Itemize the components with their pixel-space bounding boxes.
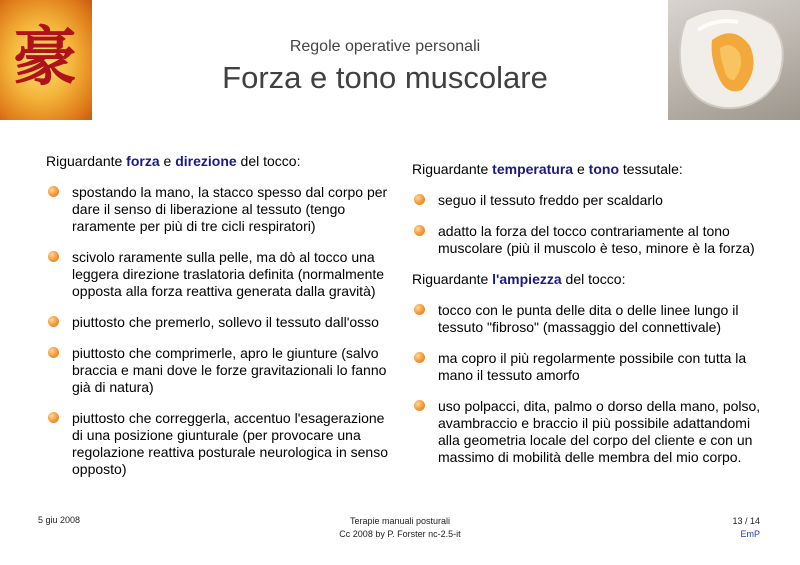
bullet-icon (48, 186, 59, 197)
right-column (412, 161, 772, 480)
list-item: adatto la forza del tocco contrariamente al tono muscolare (più il muscolo è teso, minore è la forza) (412, 223, 772, 257)
footer-license: Cc 2008 by P. Forster nc-2.5-it (339, 529, 461, 539)
left-list (46, 184, 396, 478)
footer-page-info (700, 515, 760, 541)
bullet-icon (48, 316, 59, 327)
footer-date: 5 giu 2008 (38, 515, 81, 525)
photo-illustration (668, 0, 800, 120)
left-heading: Riguardante forza e direzione del tocco: (46, 153, 301, 169)
bullet-icon (414, 352, 425, 363)
calligraphy-logo (0, 0, 92, 120)
page-title: Forza e tono muscolare (222, 60, 548, 95)
list-item: scivolo raramente sulla pelle, ma dò al tocco una leggera direzione traslatoria definita (normalmente opposta alla forza reattiva generata dalla gravità) (46, 249, 396, 300)
list-item: seguo il tessuto freddo per scaldarlo (412, 192, 772, 209)
left-column (46, 153, 396, 492)
bullet-icon (414, 400, 425, 411)
amber-stone-photo (668, 0, 800, 120)
bullet-icon (48, 251, 59, 262)
right-heading-amplitude: Riguardante l'ampiezza del tocco: (412, 271, 626, 287)
bullet-icon (414, 304, 425, 315)
list-item: piuttosto che comprimerle, apro le giunture (salvo braccia e mani dove le forze gravitazionali lo fanno già di natura) (46, 345, 396, 396)
right-list-temperature (412, 192, 772, 257)
list-item: ma copro il più regolarmente possibile con tutta la mano il tessuto amorfo (412, 350, 772, 384)
brand-label: EmP (740, 529, 760, 539)
footer-center (300, 515, 500, 541)
list-item: piuttosto che premerlo, sollevo il tessuto dall'osso (46, 314, 396, 331)
bullet-icon (414, 194, 425, 205)
list-item: spostando la mano, la stacco spesso dal corpo per dare il senso di liberazione al tessuto (tengo raramente per più di tre cicli respiratori) (46, 184, 396, 235)
right-list-amplitude (412, 302, 772, 466)
logo-character: 豪 (13, 20, 77, 95)
bullet-icon (48, 412, 59, 423)
bullet-icon (414, 225, 425, 236)
footer-course-title: Terapie manuali posturali (349, 516, 451, 526)
list-item: uso polpacci, dita, palmo o dorso della mano, polso, avambraccio e braccio il più possibile adattandomi alla geometria locale del corpo del cliente e con un massimo di mobilità delle membra del mio corpo. (412, 398, 772, 466)
list-item: piuttosto che correggerla, accentuo l'esagerazione di una posizione giunturale (per provocare una regolazione reattiva posturale neurologica in senso opposto) (46, 410, 396, 478)
page-number: 13 / 14 (732, 516, 760, 526)
right-heading-temperature: Riguardante temperatura e tono tessutale: (412, 161, 683, 177)
page-subtitle: Regole operative personali (289, 38, 481, 55)
bullet-icon (48, 347, 59, 358)
list-item: tocco con le punta delle dita o delle linee lungo il tessuto "fibroso" (massaggio del connettivale) (412, 302, 772, 336)
